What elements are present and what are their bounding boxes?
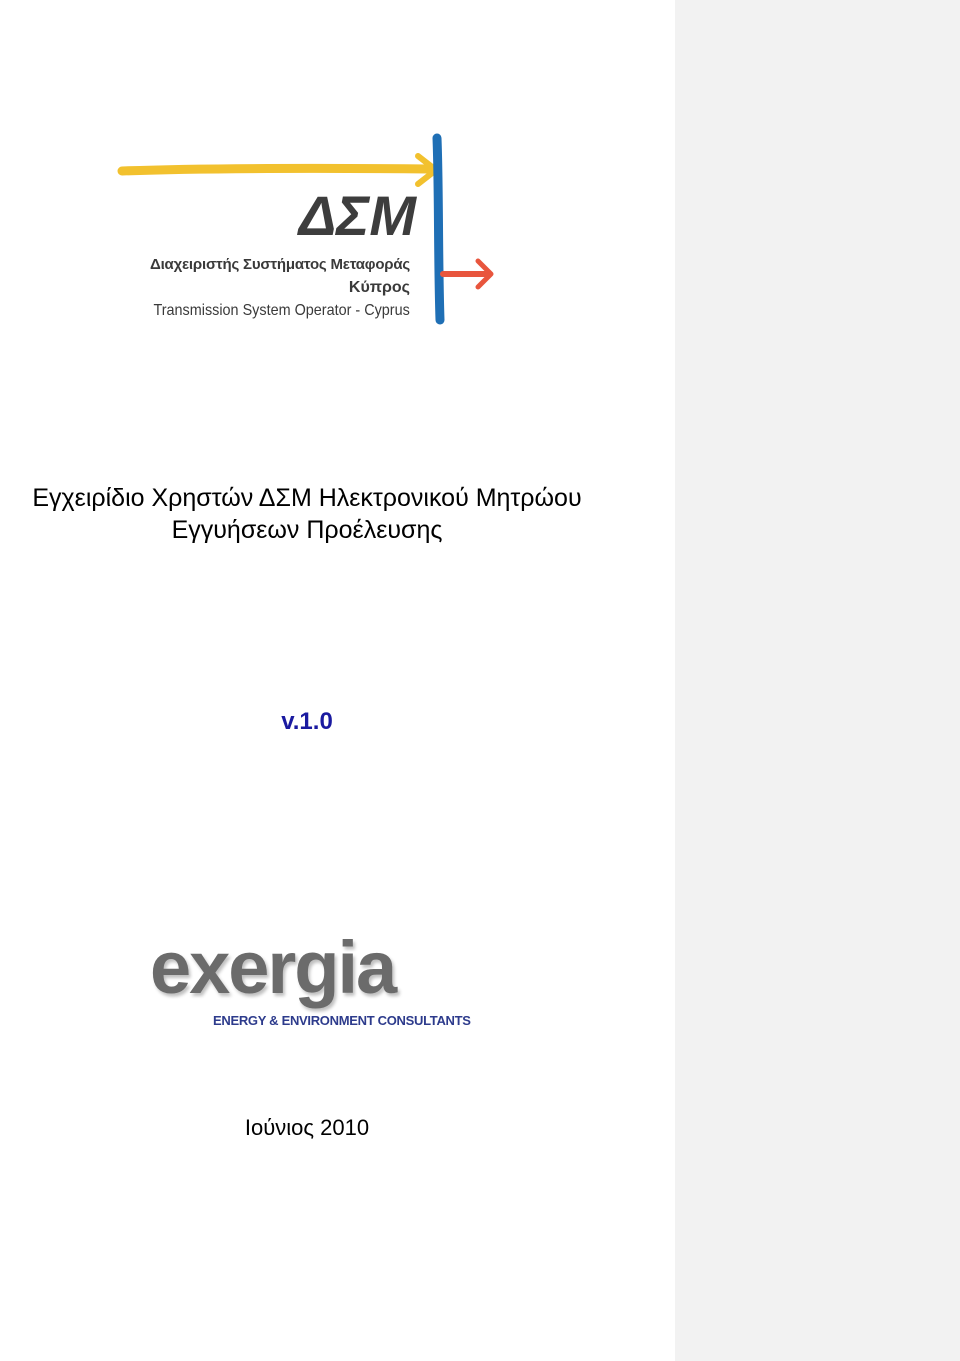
document-version: v.1.0 [281, 708, 333, 735]
tso-logo-name-greek: Διαχειριστής Συστήματος Μεταφοράς [150, 256, 410, 273]
exergia-logo [150, 925, 471, 1035]
document-title-line-1: Εγχειρίδιο Χρηστών ΔΣΜ Ηλεκτρονικού Μητρώου [32, 484, 582, 512]
document-title-line-2: Εγγυήσεων Προέλευσης [171, 516, 443, 544]
tso-logo-name-english: Transmission System Operator - Cyprus [153, 302, 410, 319]
document-title [0, 482, 614, 546]
tso-logo-mark: ΔΣΜ [298, 184, 416, 247]
exergia-logo-tagline: ENERGY & ENVIRONMENT CONSULTANTS [213, 1013, 471, 1028]
side-panel [675, 0, 960, 1361]
tso-logo-country: Κύπρος [348, 279, 410, 296]
exergia-logo-word: exergia [150, 926, 396, 1009]
tso-logo [110, 130, 510, 330]
document-date: Ιούνιος 2010 [244, 1115, 370, 1140]
